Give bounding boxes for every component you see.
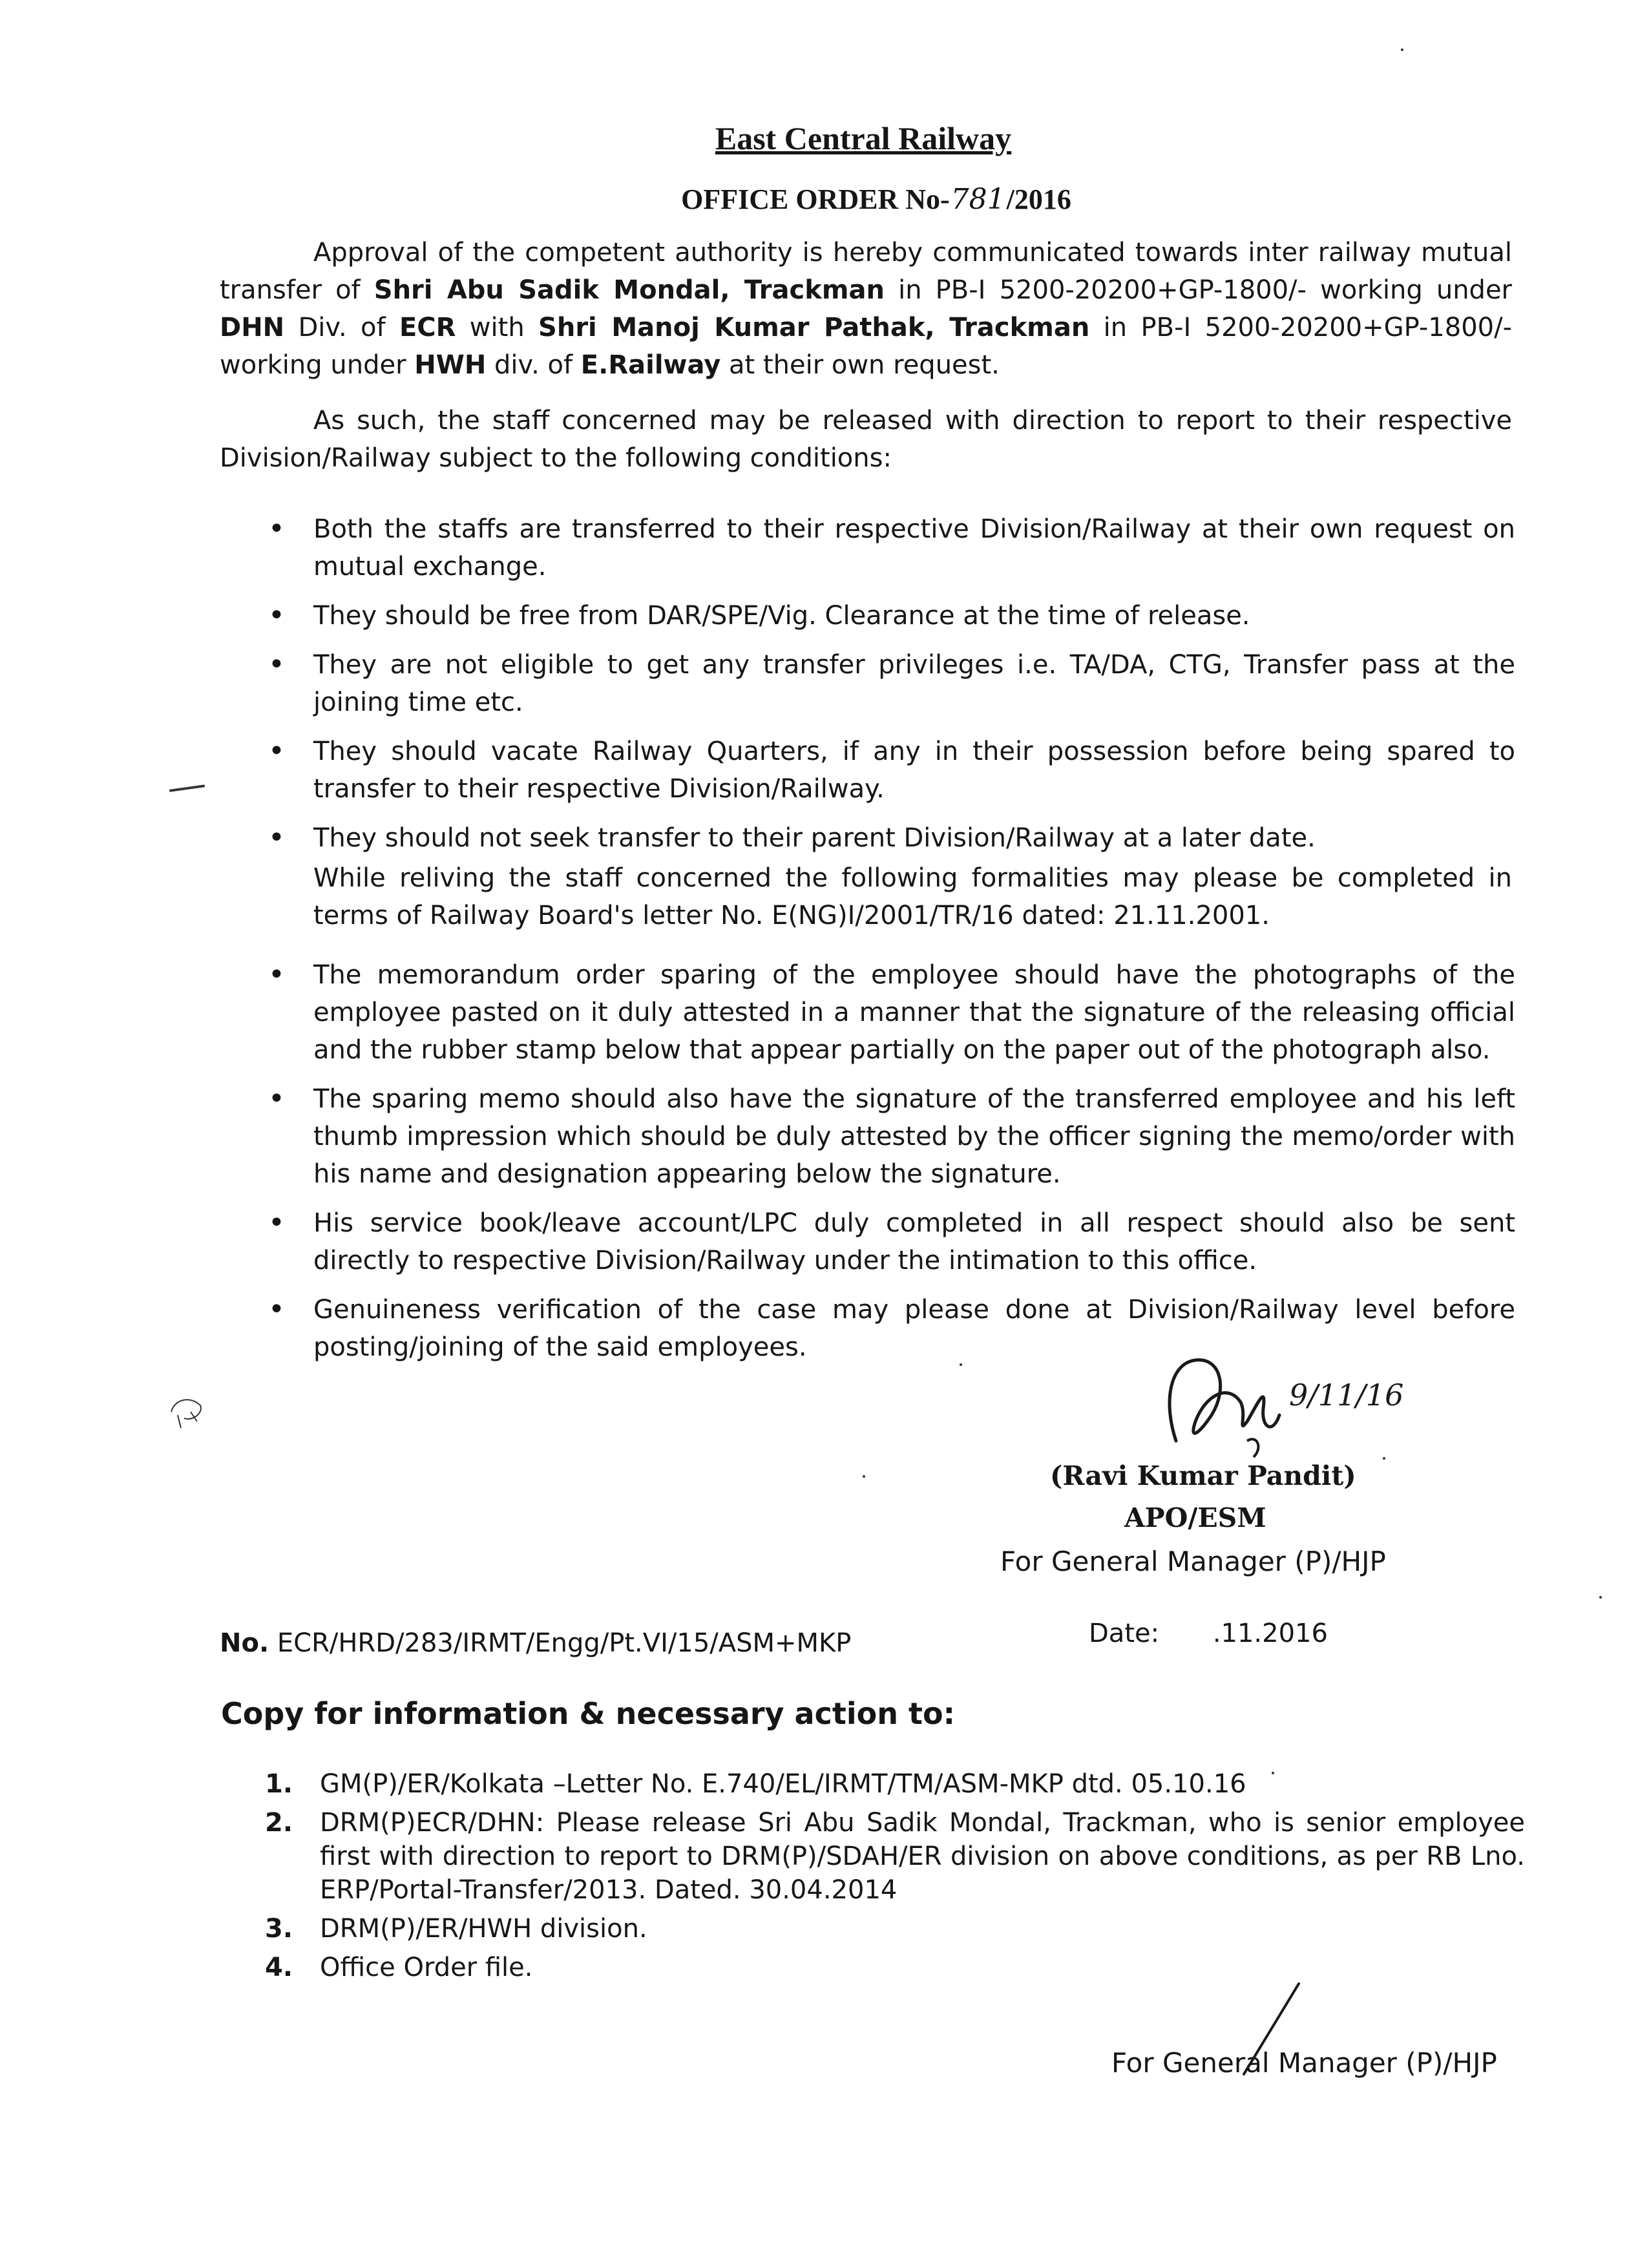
formalities-paragraph: While reliving the staff concerned the following formalities may please be completed in terms of Railway Board's letter No. E(NG)I/2001/TR/16 dated: 21.11.2001. bbox=[313, 863, 1512, 930]
scan-mark bbox=[165, 1392, 210, 1431]
employee-1-name: Shri Abu Sadik Mondal, Trackman bbox=[373, 275, 885, 305]
item-number: 3. bbox=[265, 1914, 293, 1944]
list-item: • They should vacate Railway Quarters, if any in their possession before being spared to transfer to their respective Division/Railway. bbox=[255, 733, 1515, 808]
item-number: 4. bbox=[265, 1953, 293, 1982]
order-handwritten-number: 781 bbox=[951, 183, 1005, 216]
scan-mark bbox=[169, 784, 205, 792]
p1-text: div. of bbox=[486, 350, 581, 380]
order-suffix: /2016 bbox=[1006, 184, 1071, 215]
release-paragraph: As such, the staff concerned may be released with direction to report to their respective Division/Railway subject to the following conditions: bbox=[220, 406, 1512, 473]
office-order-number bbox=[0, 183, 1649, 216]
list-item: • The memorandum order sparing of the employee should have the photographs of the employee pasted on it duly attested in a manner that the signature of the releasing official and the rubber stamp below that appear partially on the paper out of the photograph also. bbox=[255, 956, 1515, 1069]
list-item: • They are not eligible to get any transfer privileges i.e. TA/DA, CTG, Transfer pass at the joining time etc. bbox=[255, 646, 1515, 721]
p1-text: in PB-I 5200-20200+GP-1800/- working under bbox=[220, 313, 1513, 380]
reference-value: ECR/HRD/283/IRMT/Engg/Pt.VI/15/ASM+MKP bbox=[277, 1628, 852, 1658]
list-item: • His service book/leave account/LPC duly completed in all respect should also be sent directly to respective Division/Railway under the intimation to this office. bbox=[255, 1204, 1515, 1279]
list-item: • They should not seek transfer to their parent Division/Railway at a later date. bbox=[255, 819, 1515, 857]
signature-date: 9/11/16 bbox=[1289, 1378, 1404, 1412]
signatory-for-line: For General Manager (P)/HJP bbox=[1000, 1546, 1386, 1577]
item-text: DRM(P)ECR/DHN: Please release Sri Abu Sadik Mondal, Trackman, who is senior employee first with direction to report to DRM(P)/SDAH/ER division on above conditions, as per RB Lno. ERP/Portal-Transfer/2013. Dated. 30.04.2014 bbox=[320, 1808, 1525, 1905]
list-item bbox=[265, 1767, 1525, 1801]
reference-label: No. bbox=[220, 1628, 269, 1658]
date-label: Date: bbox=[1089, 1619, 1160, 1648]
item-text: GM(P)/ER/Kolkata –Letter No. E.740/EL/IRMT/TM/ASM-MKP dtd. 05.10.16 bbox=[320, 1769, 1246, 1799]
copy-heading: Copy for information & necessary action to: bbox=[221, 1696, 955, 1731]
p1-text: Approval of the competent authority is hereby communicated towards inter railway mutual transfer of bbox=[220, 238, 1512, 305]
formalities-list bbox=[255, 956, 1515, 1378]
division-dhn: DHN bbox=[220, 313, 285, 342]
list-item bbox=[265, 1912, 1525, 1946]
copy-list bbox=[265, 1767, 1525, 1990]
item-number: 2. bbox=[265, 1808, 293, 1838]
list-item: • Genuineness verification of the case may please done at Division/Railway level before posting/joining of the said employees. bbox=[255, 1291, 1515, 1366]
approval-paragraph bbox=[220, 234, 1512, 384]
signatory-designation: APO/ESM bbox=[1124, 1502, 1266, 1533]
reference-date bbox=[1089, 1619, 1328, 1648]
p1-text: with bbox=[456, 313, 539, 342]
page-title: East Central Railway bbox=[715, 120, 1012, 156]
item-text: Office Order file. bbox=[320, 1953, 533, 1982]
p1-text: at their own request. bbox=[720, 350, 1000, 380]
bottom-for-line: For General Manager (P)/HJP bbox=[1111, 2047, 1497, 2079]
list-item bbox=[265, 1806, 1525, 1907]
railway-er: E.Railway bbox=[580, 350, 721, 380]
list-item: • The sparing memo should also have the signature of the transferred employee and his left thumb impression which should be duly attested by the officer signing the memo/order with his name and designation appearing below the signature. bbox=[255, 1080, 1515, 1193]
employee-2-name: Shri Manoj Kumar Pathak, Trackman bbox=[538, 313, 1090, 342]
railway-ecr: ECR bbox=[399, 313, 456, 342]
conditions-list bbox=[255, 510, 1515, 868]
list-item bbox=[265, 1951, 1525, 1984]
date-value: .11.2016 bbox=[1212, 1619, 1328, 1648]
order-prefix: OFFICE ORDER No- bbox=[681, 184, 950, 215]
division-hwh: HWH bbox=[414, 350, 487, 380]
item-text: DRM(P)/ER/HWH division. bbox=[320, 1914, 647, 1944]
list-item: • They should be free from DAR/SPE/Vig. Clearance at the time of release. bbox=[255, 597, 1515, 635]
signature-image bbox=[1150, 1344, 1404, 1467]
list-item: • Both the staffs are transferred to their respective Division/Railway at their own request on mutual exchange. bbox=[255, 510, 1515, 585]
signatory-name: (Ravi Kumar Pandit) bbox=[1050, 1460, 1356, 1491]
p1-text: Div. of bbox=[284, 313, 399, 342]
item-number: 1. bbox=[265, 1769, 293, 1799]
reference-number bbox=[220, 1628, 851, 1658]
p1-text: in PB-I 5200-20200+GP-1800/- working under bbox=[884, 275, 1512, 305]
